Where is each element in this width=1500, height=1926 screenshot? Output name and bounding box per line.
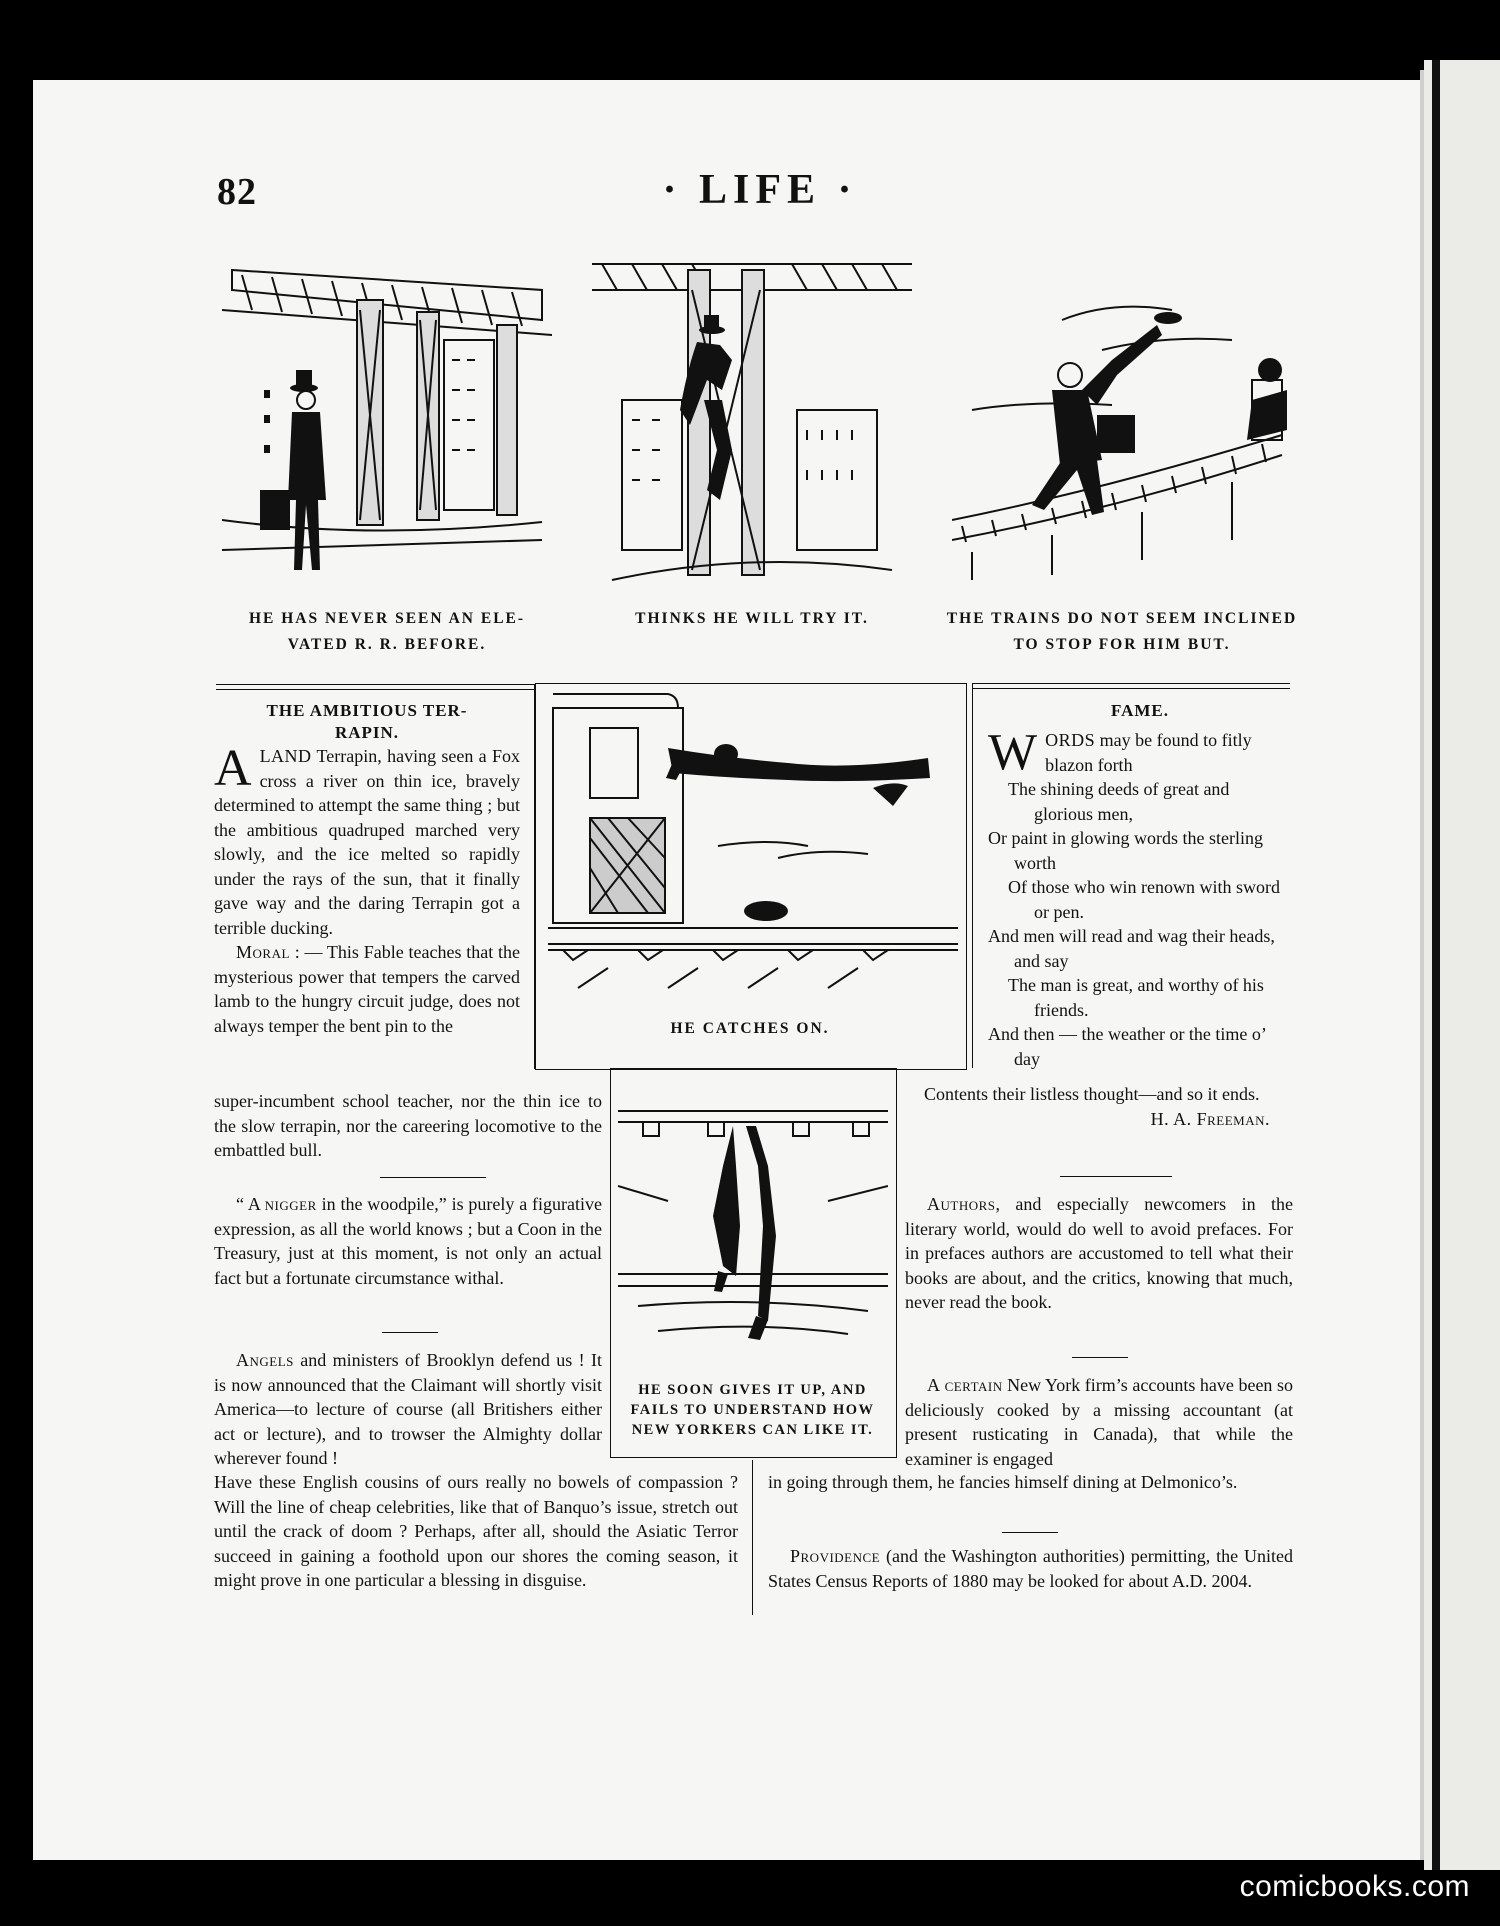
divider-4 [1072, 1357, 1128, 1358]
fame-line-1: may be found to fitly blazon forth [1045, 730, 1252, 775]
rule-terrapin-top [216, 684, 534, 685]
drop-cap-w: W [988, 724, 1038, 781]
providence-text: (and the Washington authorities) permitting, the United States Census Reports of 1880 may be looked for about A.D. 2004. [768, 1546, 1293, 1591]
fame-line-4: Of those who win renown with sword or pen. [1008, 877, 1280, 922]
caption-try-it: THINKS HE WILL TRY IT. [635, 610, 869, 627]
terrapin-body: Terrapin, having seen a Fox cross a river on thin ice, bravely determined to attempt the same thing ; but the ambitious quadruped marched very slowly, and the ice melted so rapidly under the rays of the sun, that it finally gave way and the daring Terrapin got a terrible ducking. [214, 746, 520, 938]
article-providence [768, 1544, 1293, 1593]
authors-text: , and especially newcomers in the literary world, would do well to avoid prefaces. For in prefaces authors are accustomed to tell what their books are about, and the critics, knowing that much, never read the book. [905, 1194, 1293, 1312]
terrapin-lead-word: LAND [259, 746, 312, 766]
providence-lead-word: Providence [790, 1546, 881, 1566]
angels-text: and ministers of Brooklyn defend us ! It is now announced that the Claimant will shortly visit America—to lecture of course (all Britishers either act or lecture), and to trowser the Almighty dollar wherever found ! [214, 1350, 602, 1468]
fame-lead-word: ORDS [1045, 730, 1096, 750]
illustration-man-looking-at-elevated [222, 250, 552, 590]
firm-text: New York firm’s accounts have been so deliciously cooked by a missing accountant (at present rusticating in Canada), that while the examiner is engaged [905, 1375, 1294, 1469]
divider-3 [1060, 1176, 1172, 1177]
masthead-title: · LIFE · [662, 167, 858, 213]
article-firm [905, 1373, 1293, 1471]
rule-terrapin-right [534, 684, 535, 1069]
title-line-1: THE AMBITIOUS TER- [266, 701, 468, 720]
article-ambitious-terrapin [214, 700, 520, 1038]
illustration-man-on-tracks [952, 290, 1292, 590]
firm-continuation [768, 1470, 1293, 1495]
poem-title-fame: FAME. [1110, 701, 1170, 720]
caption-never-seen: HE HAS NEVER SEEN AN ELE- VATED R. R. BEFORE. [248, 610, 526, 653]
illustration-man-holding-train [548, 688, 958, 1003]
fame-line-6: The man is great, and worthy of his friends. [1008, 975, 1264, 1020]
firm-lead-word: A certain [927, 1375, 1003, 1395]
woodpile-text: in the woodpile,” is purely a figurative expression, as all the world knows ; but a Coon in the Treasury, just at this moment, is not only an actual fact but a fortunate circumstance withal. [214, 1194, 602, 1288]
watermark: comicbooks.com [1239, 1870, 1470, 1903]
page-number: 82 [217, 171, 257, 213]
article-authors [905, 1192, 1293, 1315]
binding-shadow [1432, 60, 1440, 1870]
fame-line-3: Or paint in glowing words the sterling worth [988, 828, 1263, 873]
moral-text-continued: super-incumbent school teacher, nor the thin ice to the slow terrapin, nor the careering locomotive to the embattled bull. [214, 1091, 602, 1160]
angels-lead-word: Angels [236, 1350, 294, 1370]
divider-1 [380, 1177, 486, 1178]
illustration-man-climbing-pillar [592, 250, 912, 590]
moral-label: Moral [236, 942, 290, 962]
rule-fame-top-2 [972, 688, 1290, 689]
divider-2 [382, 1332, 438, 1333]
rule-terrapin-top-2 [216, 689, 534, 690]
poem-fame [988, 700, 1292, 1071]
illustration-man-hanging-from-straps [618, 1106, 888, 1356]
rule-fame-top [972, 683, 1290, 684]
poem-fame-ending [924, 1082, 1294, 1131]
article-woodpile [214, 1192, 602, 1290]
fame-line-2: The shining deeds of great and glorious men, [1008, 779, 1230, 824]
firm-text-continued: in going through them, he fancies himself dining at Delmonico’s. [768, 1472, 1238, 1492]
article-title-terrapin [214, 700, 520, 744]
woodpile-lead-word: nigger [264, 1194, 317, 1214]
angels-text-continued: Have these English cousins of ours really no bowels of compassion ? Will the line of cheap celebrities, like that of Banquo’s issue, stretch out until the crack of doom ? Perhaps, after all, should the Asiatic Terror succeed in gaining a foothold upon our shores the coming season, it might prove in one particular a blessing in disguise. [214, 1472, 738, 1590]
fame-line-8: Contents their listless thought—and so it ends. [924, 1084, 1260, 1104]
moral-text: : — This Fable teaches that the mysterious power that tempers the carved lamb to the hungry circuit judge, does not always temper the bent pin to the [214, 942, 520, 1036]
title-line-2: RAPIN. [334, 723, 400, 742]
rule-fame-left [972, 683, 973, 1068]
caption-trains-not-stop: THE TRAINS DO NOT SEEM INCLINED TO STOP FOR HIM BUT. [946, 610, 1298, 653]
terrapin-continuation [214, 1089, 602, 1163]
article-angels [214, 1348, 602, 1471]
poem-author: H. A. Freeman. [1150, 1108, 1270, 1129]
angels-continuation [214, 1470, 738, 1593]
caption-catches-on: HE CATCHES ON. [670, 1020, 830, 1037]
fame-line-7: And then — the weather or the time o’ day [988, 1024, 1266, 1069]
caption-gives-it-up: HE SOON GIVES IT UP, AND FAILS TO UNDERSTAND HOW NEW YORKERS CAN LIKE IT. [630, 1382, 875, 1438]
authors-lead-word: Authors [927, 1194, 996, 1214]
column-divider-bottom [752, 1460, 753, 1615]
fame-line-5: And men will read and wag their heads, and say [988, 926, 1275, 971]
woodpile-open: “ A [236, 1194, 265, 1214]
divider-5 [1002, 1532, 1058, 1533]
drop-cap-a: A [214, 740, 252, 797]
